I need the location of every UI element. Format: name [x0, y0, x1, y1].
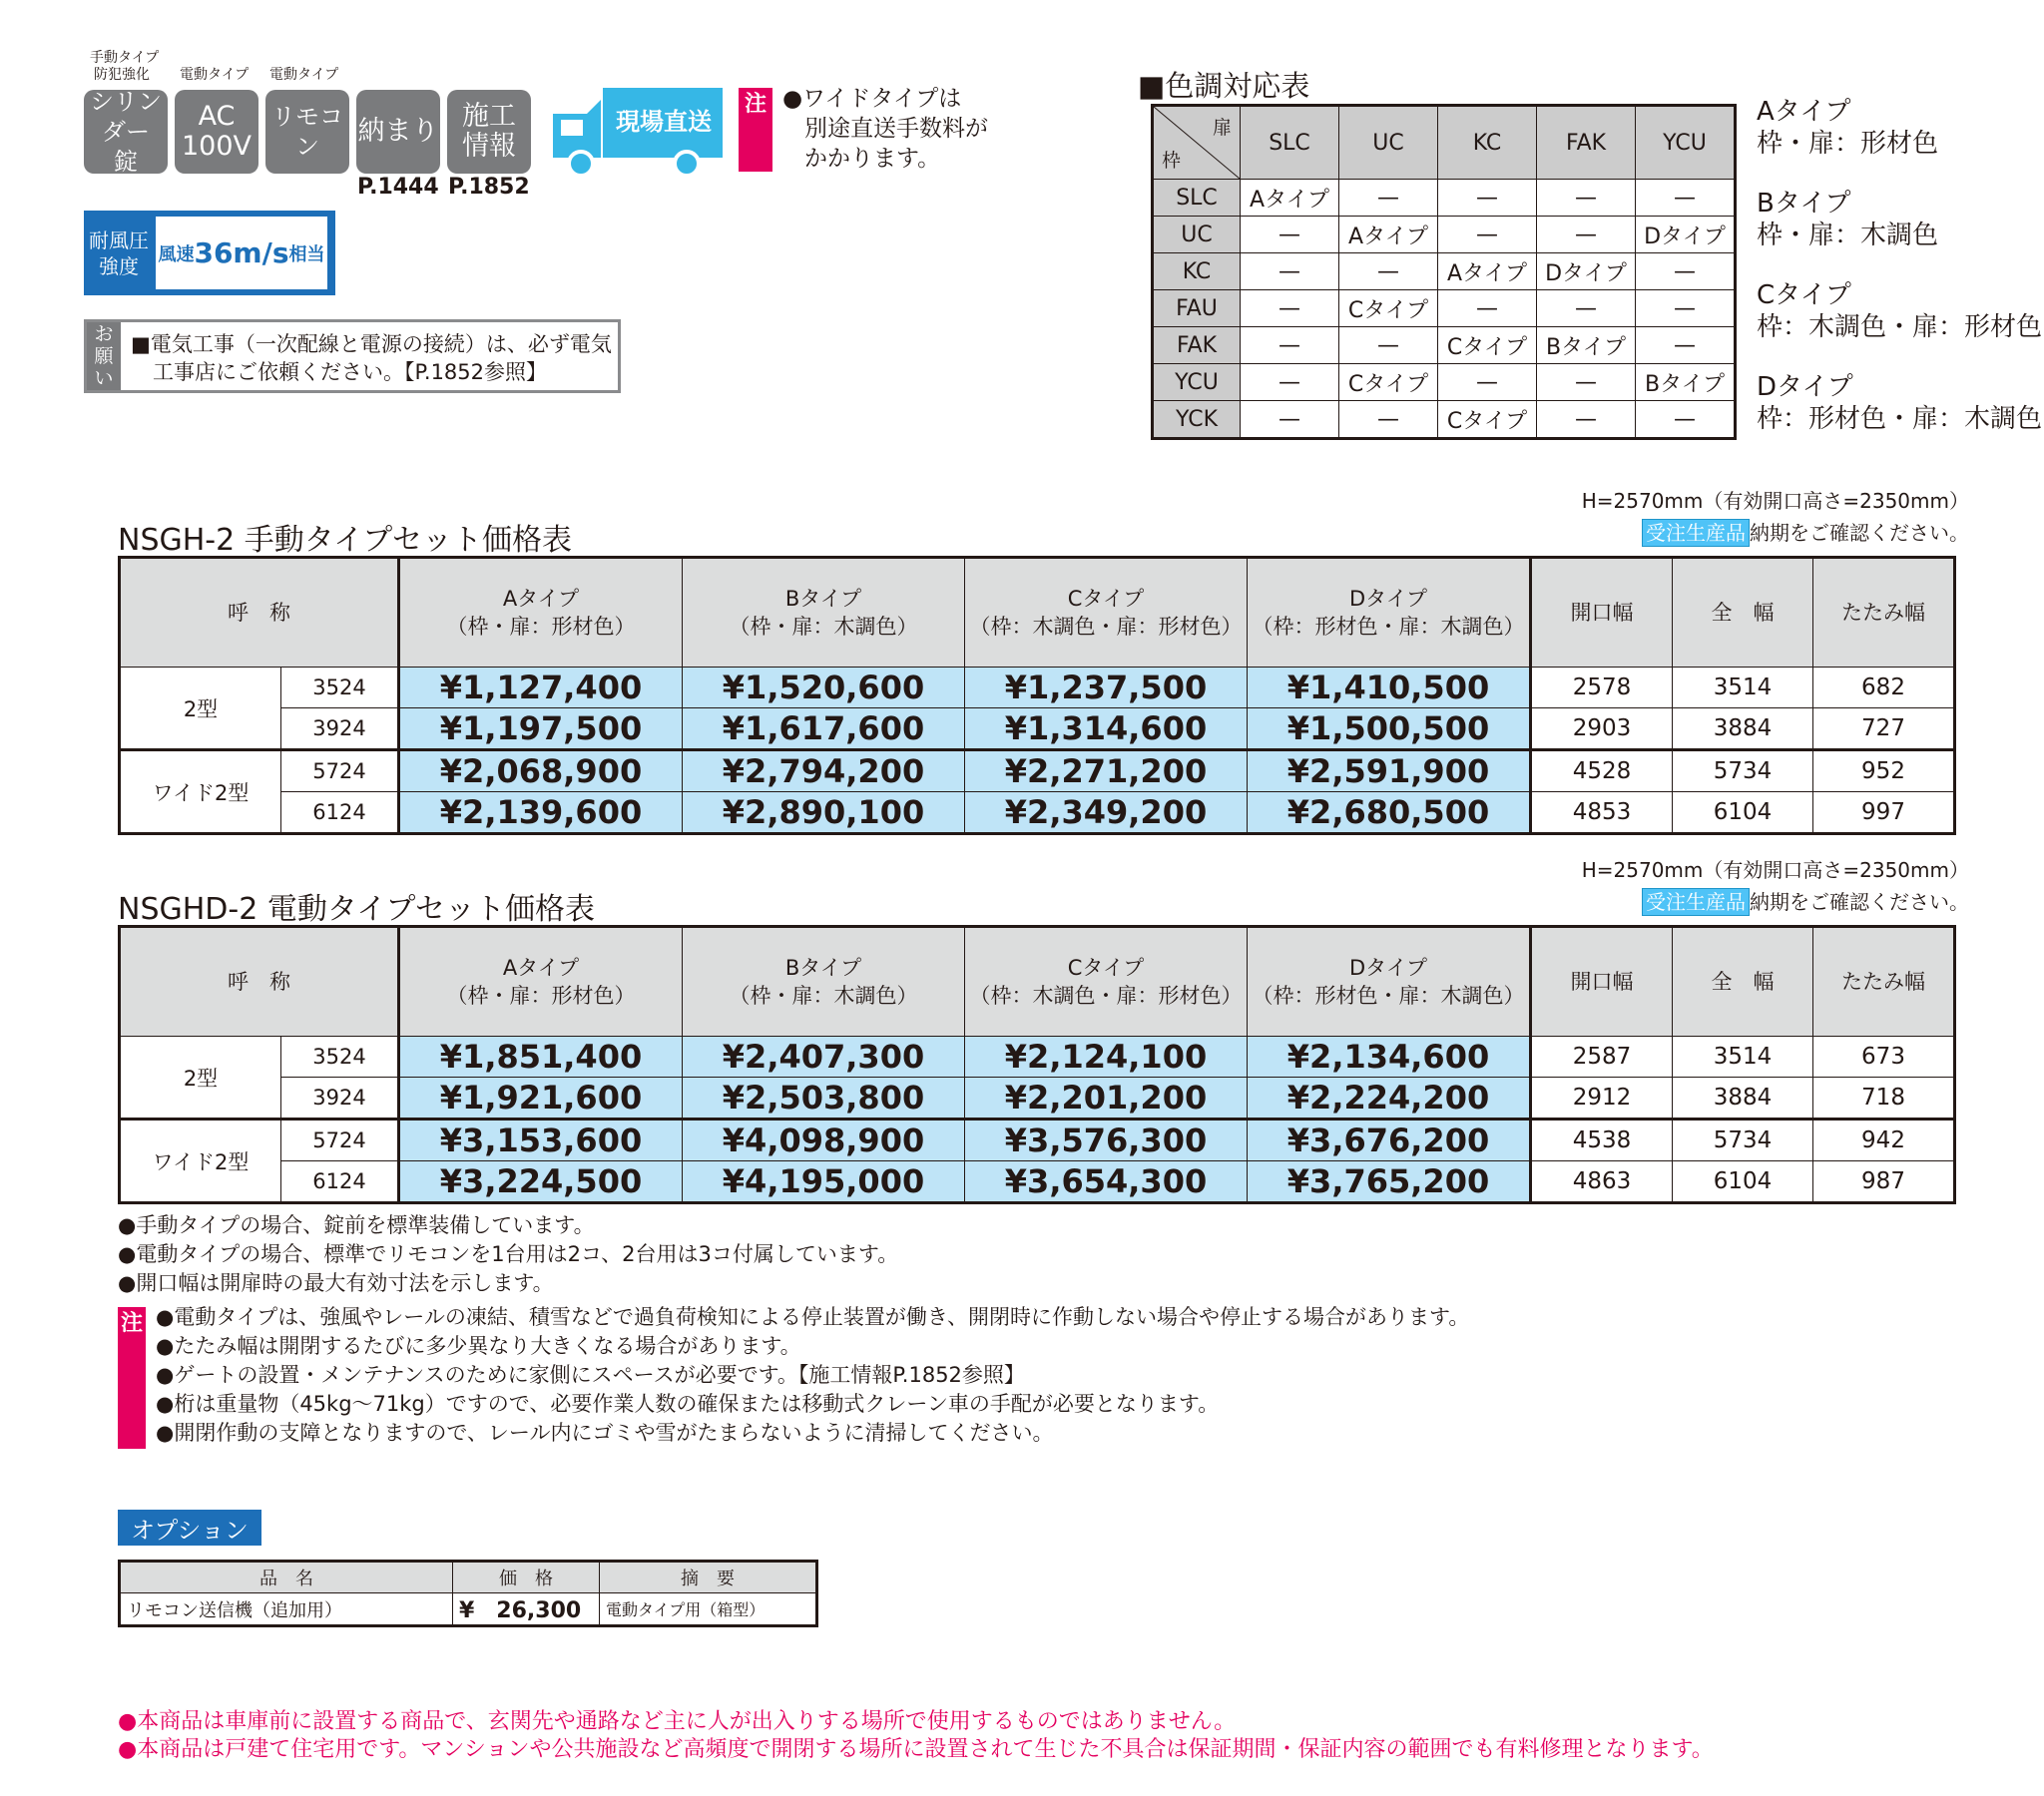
header-total: 全 幅	[1673, 558, 1813, 668]
dim-open: 2587	[1531, 1037, 1673, 1078]
option-price: ¥ 26,300	[453, 1593, 600, 1626]
header-type-desc: （枠：形材色・扉：木調色）	[1252, 615, 1525, 639]
price-cell-a: ¥3,153,600	[399, 1120, 683, 1161]
request-text	[131, 330, 612, 386]
badge-text: 納まり	[357, 116, 439, 147]
note-marker: 注	[739, 88, 772, 172]
header-type-desc: （枠・扉：木調色）	[729, 984, 918, 1008]
dim-total: 6104	[1673, 792, 1813, 834]
color-cell: —	[1241, 217, 1339, 253]
general-note: ●手動タイプの場合、錠前を標準装備しています。	[118, 1213, 595, 1237]
dim-fold: 718	[1813, 1078, 1955, 1120]
truck-note-line: かかります。	[804, 146, 941, 172]
height-note-electric: H=2570mm（有効開口高さ=2350mm）	[1581, 858, 1969, 882]
header-type-label: Cタイプ	[1067, 587, 1145, 611]
electric-price-table	[118, 925, 1956, 1204]
dim-fold: 952	[1813, 750, 1955, 792]
wind-value-prefix: 風速	[158, 243, 195, 265]
color-cell: —	[1241, 327, 1339, 364]
order-note-electric	[1642, 886, 1969, 915]
color-col-header: SLC	[1241, 106, 1339, 180]
header-type-label: Bタイプ	[784, 587, 862, 611]
option-desc: 電動タイプ用（箱型）	[600, 1593, 817, 1626]
wind-resistance-box	[84, 211, 335, 295]
header-type-a	[399, 927, 683, 1037]
badge-text: AC	[198, 101, 236, 132]
price-cell-c: ¥1,314,600	[965, 708, 1248, 750]
dim-fold: 682	[1813, 668, 1955, 708]
dim-total: 3884	[1673, 1078, 1813, 1120]
color-row-header: YCK	[1153, 401, 1241, 439]
request-tag	[87, 322, 121, 390]
fitting-badge	[356, 90, 440, 174]
row-size: 3924	[281, 708, 399, 750]
price-cell-d: ¥2,224,200	[1248, 1078, 1531, 1120]
price-cell-d: ¥2,591,900	[1248, 750, 1531, 792]
price-row	[120, 750, 1955, 792]
general-notes	[118, 1211, 898, 1298]
general-note: ●開口幅は開扉時の最大有効寸法を示します。	[118, 1271, 554, 1295]
request-tag-char: 願	[94, 345, 114, 367]
order-note-text: 納期をご確認ください。	[1750, 890, 1969, 914]
price-cell-a: ¥1,197,500	[399, 708, 683, 750]
header-type-desc: （枠・扉：形材色）	[446, 615, 636, 639]
price-cell-b: ¥2,890,100	[683, 792, 965, 834]
price-cell-a: ¥1,851,400	[399, 1037, 683, 1078]
color-cell: —	[1438, 364, 1537, 401]
dim-total: 3514	[1673, 668, 1813, 708]
dim-open: 2903	[1531, 708, 1673, 750]
price-cell-c: ¥3,576,300	[965, 1120, 1248, 1161]
badge-caption-electric-1: 電動タイプ	[180, 67, 250, 83]
color-cell: Dタイプ	[1537, 253, 1636, 290]
price-cell-c: ¥2,201,200	[965, 1078, 1248, 1120]
dim-open: 4853	[1531, 792, 1673, 834]
price-row	[120, 1120, 1955, 1161]
color-col-header: KC	[1438, 106, 1537, 180]
order-note-manual	[1642, 517, 1969, 546]
dim-total: 3884	[1673, 708, 1813, 750]
color-table-row	[1153, 290, 1736, 327]
dim-total: 3514	[1673, 1037, 1813, 1078]
legend-type: Cタイプ	[1757, 280, 1851, 310]
badge-text: 100V	[181, 131, 252, 162]
caution-note: ●開閉作動の支障となりますので、レール内にゴミや雪がたまらないように清掃してください。	[156, 1421, 1054, 1445]
row-size: 3524	[281, 1037, 399, 1078]
header-open: 開口幅	[1531, 558, 1673, 668]
row-group-name: ワイド2型	[120, 1120, 281, 1203]
color-row-header: YCU	[1153, 364, 1241, 401]
color-row-header: UC	[1153, 217, 1241, 253]
price-cell-d: ¥3,765,200	[1248, 1161, 1531, 1203]
color-cell: —	[1537, 217, 1636, 253]
truck-note	[782, 84, 988, 174]
wind-value	[156, 217, 327, 289]
made-to-order-badge: 受注生産品	[1642, 888, 1750, 916]
color-cell: —	[1241, 364, 1339, 401]
option-header-price: 価 格	[453, 1562, 600, 1593]
dim-fold: 673	[1813, 1037, 1955, 1078]
manual-price-table	[118, 556, 1956, 835]
color-cell: Cタイプ	[1438, 327, 1537, 364]
header-type-desc: （枠・扉：木調色）	[729, 615, 918, 639]
row-size: 5724	[281, 750, 399, 792]
color-cell: Aタイプ	[1339, 217, 1438, 253]
price-row	[120, 1037, 1955, 1078]
badge-caption-security: 防犯強化	[94, 67, 150, 83]
row-size: 3524	[281, 668, 399, 708]
header-open: 開口幅	[1531, 927, 1673, 1037]
price-cell-d: ¥1,500,500	[1248, 708, 1531, 750]
price-cell-c: ¥2,271,200	[965, 750, 1248, 792]
dim-fold: 997	[1813, 792, 1955, 834]
price-cell-a: ¥2,068,900	[399, 750, 683, 792]
wind-label	[84, 211, 154, 295]
made-to-order-badge: 受注生産品	[1642, 519, 1750, 547]
header-type-a	[399, 558, 683, 668]
color-row-header: SLC	[1153, 180, 1241, 217]
color-cell: Aタイプ	[1241, 180, 1339, 217]
wind-value-number: 36m/s	[194, 236, 289, 269]
cylinder-lock-badge	[84, 90, 168, 174]
color-cell: —	[1537, 401, 1636, 439]
color-cell: Bタイプ	[1537, 327, 1636, 364]
electric-price-table-title: NSGHD-2 電動タイプセット価格表	[118, 892, 596, 927]
header-fold: たたみ幅	[1813, 927, 1955, 1037]
color-cell: —	[1636, 401, 1736, 439]
price-cell-d: ¥2,134,600	[1248, 1037, 1531, 1078]
color-table-row	[1153, 217, 1736, 253]
header-type-label: Dタイプ	[1348, 587, 1428, 611]
order-note-text: 納期をご確認ください。	[1750, 521, 1969, 545]
wind-value-suffix: 相当	[288, 243, 325, 265]
legend-item	[1757, 96, 1938, 160]
truck-icon	[547, 88, 723, 178]
truck-note-line: ●ワイドタイプは	[782, 86, 962, 112]
dim-open: 4538	[1531, 1120, 1673, 1161]
legend-desc: 枠：形材色・扉：木調色	[1757, 404, 2043, 434]
price-cell-b: ¥2,794,200	[683, 750, 965, 792]
color-cell: Cタイプ	[1438, 401, 1537, 439]
badge-caption-electric-2: 電動タイプ	[269, 67, 339, 83]
color-cell: Dタイプ	[1636, 217, 1736, 253]
color-cell: —	[1537, 290, 1636, 327]
color-row-header: FAK	[1153, 327, 1241, 364]
legend-desc: 枠：木調色・扉：形材色	[1757, 312, 2043, 342]
dim-total: 5734	[1673, 1120, 1813, 1161]
price-cell-b: ¥2,503,800	[683, 1078, 965, 1120]
header-fold: たたみ幅	[1813, 558, 1955, 668]
color-cell: Cタイプ	[1339, 290, 1438, 327]
caution-notes	[156, 1303, 1469, 1448]
request-text-line: 工事店にご依頼ください。【P.1852参照】	[153, 360, 548, 384]
color-cell: —	[1537, 180, 1636, 217]
price-cell-a: ¥2,139,600	[399, 792, 683, 834]
price-cell-c: ¥1,237,500	[965, 668, 1248, 708]
row-group-name: ワイド2型	[120, 750, 281, 834]
request-text-line: ■電気工事（一次配線と電源の接続）は、必ず電気	[131, 332, 612, 356]
option-table	[118, 1560, 818, 1627]
header-type-label: Cタイプ	[1067, 956, 1145, 980]
wind-label-line: 耐風圧	[89, 227, 149, 252]
color-table	[1151, 104, 1737, 440]
price-cell-b: ¥1,520,600	[683, 668, 965, 708]
price-row	[120, 1161, 1955, 1203]
dim-open: 2578	[1531, 668, 1673, 708]
dim-open: 4863	[1531, 1161, 1673, 1203]
legend-type: Bタイプ	[1757, 189, 1851, 219]
header-type-d	[1248, 558, 1531, 668]
price-cell-b: ¥1,617,600	[683, 708, 965, 750]
caution-note: ●桁は重量物（45kg〜71kg）ですので、必要作業人数の確保または移動式クレーン車の手配が必要となります。	[156, 1392, 1220, 1416]
truck-label: 現場直送	[616, 108, 712, 136]
price-cell-d: ¥1,410,500	[1248, 668, 1531, 708]
color-cell: —	[1339, 401, 1438, 439]
usage-note: ●本商品は車庫前に設置する商品で、玄関先や通路など主に人が出入りする場所で使用するものではありません。	[118, 1709, 1237, 1734]
header-type-label: Aタイプ	[502, 956, 580, 980]
truck-note-line: 別途直送手数料が	[804, 116, 988, 142]
price-cell-b: ¥2,407,300	[683, 1037, 965, 1078]
badge-text: 錠	[114, 148, 138, 176]
price-cell-b: ¥4,098,900	[683, 1120, 965, 1161]
price-cell-b: ¥4,195,000	[683, 1161, 965, 1203]
price-cell-c: ¥2,349,200	[965, 792, 1248, 834]
header-type-b	[683, 558, 965, 668]
header-total: 全 幅	[1673, 927, 1813, 1037]
request-tag-char: お	[94, 323, 114, 345]
price-row	[120, 1078, 1955, 1120]
color-table-title: ■色調対応表	[1138, 69, 1310, 103]
note-marker: 注	[118, 1307, 146, 1449]
option-name: リモコン送信機（追加用）	[120, 1593, 453, 1626]
price-cell-a: ¥1,921,600	[399, 1078, 683, 1120]
legend-desc: 枠・扉：形材色	[1757, 129, 1939, 159]
badge-text: 情報	[462, 131, 516, 162]
color-table-row	[1153, 253, 1736, 290]
option-tag: オプション	[118, 1510, 261, 1546]
price-row	[120, 668, 1955, 708]
color-col-header: YCU	[1636, 106, 1736, 180]
header-name: 呼 称	[120, 927, 399, 1037]
header-type-desc: （枠：木調色・扉：形材色）	[969, 615, 1243, 639]
color-cell: —	[1438, 290, 1537, 327]
header-name: 呼 称	[120, 558, 399, 668]
price-cell-a: ¥1,127,400	[399, 668, 683, 708]
row-group-name: 2型	[120, 668, 281, 750]
header-type-desc: （枠：形材色・扉：木調色）	[1252, 984, 1525, 1008]
color-cell: —	[1636, 327, 1736, 364]
color-cell: —	[1438, 180, 1537, 217]
color-cell: —	[1636, 180, 1736, 217]
option-header-name: 品 名	[120, 1562, 453, 1593]
row-size: 6124	[281, 1161, 399, 1203]
legend-item	[1757, 279, 2042, 343]
color-cell: —	[1339, 253, 1438, 290]
request-tag-char: い	[94, 367, 114, 389]
price-header-row	[120, 558, 1955, 668]
badge-text: 施工	[462, 101, 516, 132]
price-row	[120, 792, 1955, 834]
row-size: 6124	[281, 792, 399, 834]
badge-caption-manual: 手動タイプ	[90, 50, 160, 66]
dim-fold: 942	[1813, 1120, 1955, 1161]
color-cell: Bタイプ	[1636, 364, 1736, 401]
usage-note: ●本商品は戸建て住宅用です。マンションや公共施設など高頻度で開閉する場所に設置されて生じた不具合は保証期間・保証内容の範囲でも有料修理となります。	[118, 1737, 1714, 1762]
page-ref-fitting: P.1444	[357, 175, 439, 200]
option-header-desc: 摘 要	[600, 1562, 817, 1593]
header-type-label: Bタイプ	[784, 956, 862, 980]
color-table-row	[1153, 401, 1736, 439]
product-usage-notes	[118, 1708, 1714, 1764]
header-type-label: Aタイプ	[502, 587, 580, 611]
height-note-manual: H=2570mm（有効開口高さ=2350mm）	[1581, 489, 1969, 513]
color-cell: —	[1241, 401, 1339, 439]
header-type-c	[965, 927, 1248, 1037]
price-cell-c: ¥3,654,300	[965, 1161, 1248, 1203]
color-col-header: UC	[1339, 106, 1438, 180]
color-cell: —	[1636, 253, 1736, 290]
manual-price-table-title: NSGH-2 手動タイプセット価格表	[118, 523, 572, 558]
badge-text: シリンダー	[90, 88, 162, 146]
badge-text: リモコン	[271, 103, 343, 161]
dim-open: 2912	[1531, 1078, 1673, 1120]
color-row-header: FAU	[1153, 290, 1241, 327]
header-type-desc: （枠：木調色・扉：形材色）	[969, 984, 1243, 1008]
row-size: 3924	[281, 1078, 399, 1120]
header-type-c	[965, 558, 1248, 668]
color-cell: —	[1438, 217, 1537, 253]
price-row	[120, 708, 1955, 750]
legend-type: Aタイプ	[1757, 97, 1851, 127]
price-cell-d: ¥2,680,500	[1248, 792, 1531, 834]
ac100v-badge	[175, 90, 258, 174]
header-type-label: Dタイプ	[1348, 956, 1428, 980]
header-type-b	[683, 927, 965, 1037]
request-box	[84, 319, 621, 393]
color-table-corner	[1153, 106, 1241, 180]
dim-total: 6104	[1673, 1161, 1813, 1203]
color-table-row	[1153, 327, 1736, 364]
wind-label-line: 強度	[99, 253, 139, 278]
price-cell-d: ¥3,676,200	[1248, 1120, 1531, 1161]
color-row-header: KC	[1153, 253, 1241, 290]
color-cell: —	[1241, 290, 1339, 327]
color-col-header: FAK	[1537, 106, 1636, 180]
color-table-row	[1153, 364, 1736, 401]
dim-fold: 727	[1813, 708, 1955, 750]
header-type-d	[1248, 927, 1531, 1037]
caution-note: ●電動タイプは、強風やレールの凍結、積雪などで過負荷検知による停止装置が働き、開閉時に作動しない場合や停止する場合があります。	[156, 1305, 1470, 1329]
color-cell: —	[1636, 290, 1736, 327]
color-cell: Aタイプ	[1438, 253, 1537, 290]
dim-fold: 987	[1813, 1161, 1955, 1203]
price-cell-c: ¥2,124,100	[965, 1037, 1248, 1078]
row-size: 5724	[281, 1120, 399, 1161]
row-group-name: 2型	[120, 1037, 281, 1120]
dim-open: 4528	[1531, 750, 1673, 792]
price-cell-a: ¥3,224,500	[399, 1161, 683, 1203]
corner-top-label: 扉	[1212, 117, 1232, 139]
legend-type: Dタイプ	[1757, 372, 1853, 402]
price-header-row	[120, 927, 1955, 1037]
remote-badge	[265, 90, 349, 174]
general-note: ●電動タイプの場合、標準でリモコンを1台用は2コ、2台用は3コ付属しています。	[118, 1242, 899, 1266]
legend-item	[1757, 371, 2042, 435]
caution-note: ●たたみ幅は開閉するたびに多少異なり大きくなる場合があります。	[156, 1334, 801, 1358]
legend-item	[1757, 188, 1938, 251]
page-ref-construction: P.1852	[448, 175, 530, 200]
color-table-row	[1153, 180, 1736, 217]
caution-note: ●ゲートの設置・メンテナンスのために家側にスペースが必要です。【施工情報P.1852参照】	[156, 1363, 1025, 1387]
header-type-desc: （枠・扉：形材色）	[446, 984, 636, 1008]
color-cell: —	[1537, 364, 1636, 401]
construction-info-badge	[447, 90, 531, 174]
color-cell: Cタイプ	[1339, 364, 1438, 401]
legend-desc: 枠・扉：木調色	[1757, 221, 1939, 250]
color-cell: —	[1339, 180, 1438, 217]
color-cell: —	[1339, 327, 1438, 364]
dim-total: 5734	[1673, 750, 1813, 792]
corner-bottom-label: 枠	[1162, 150, 1182, 172]
color-cell: —	[1241, 253, 1339, 290]
